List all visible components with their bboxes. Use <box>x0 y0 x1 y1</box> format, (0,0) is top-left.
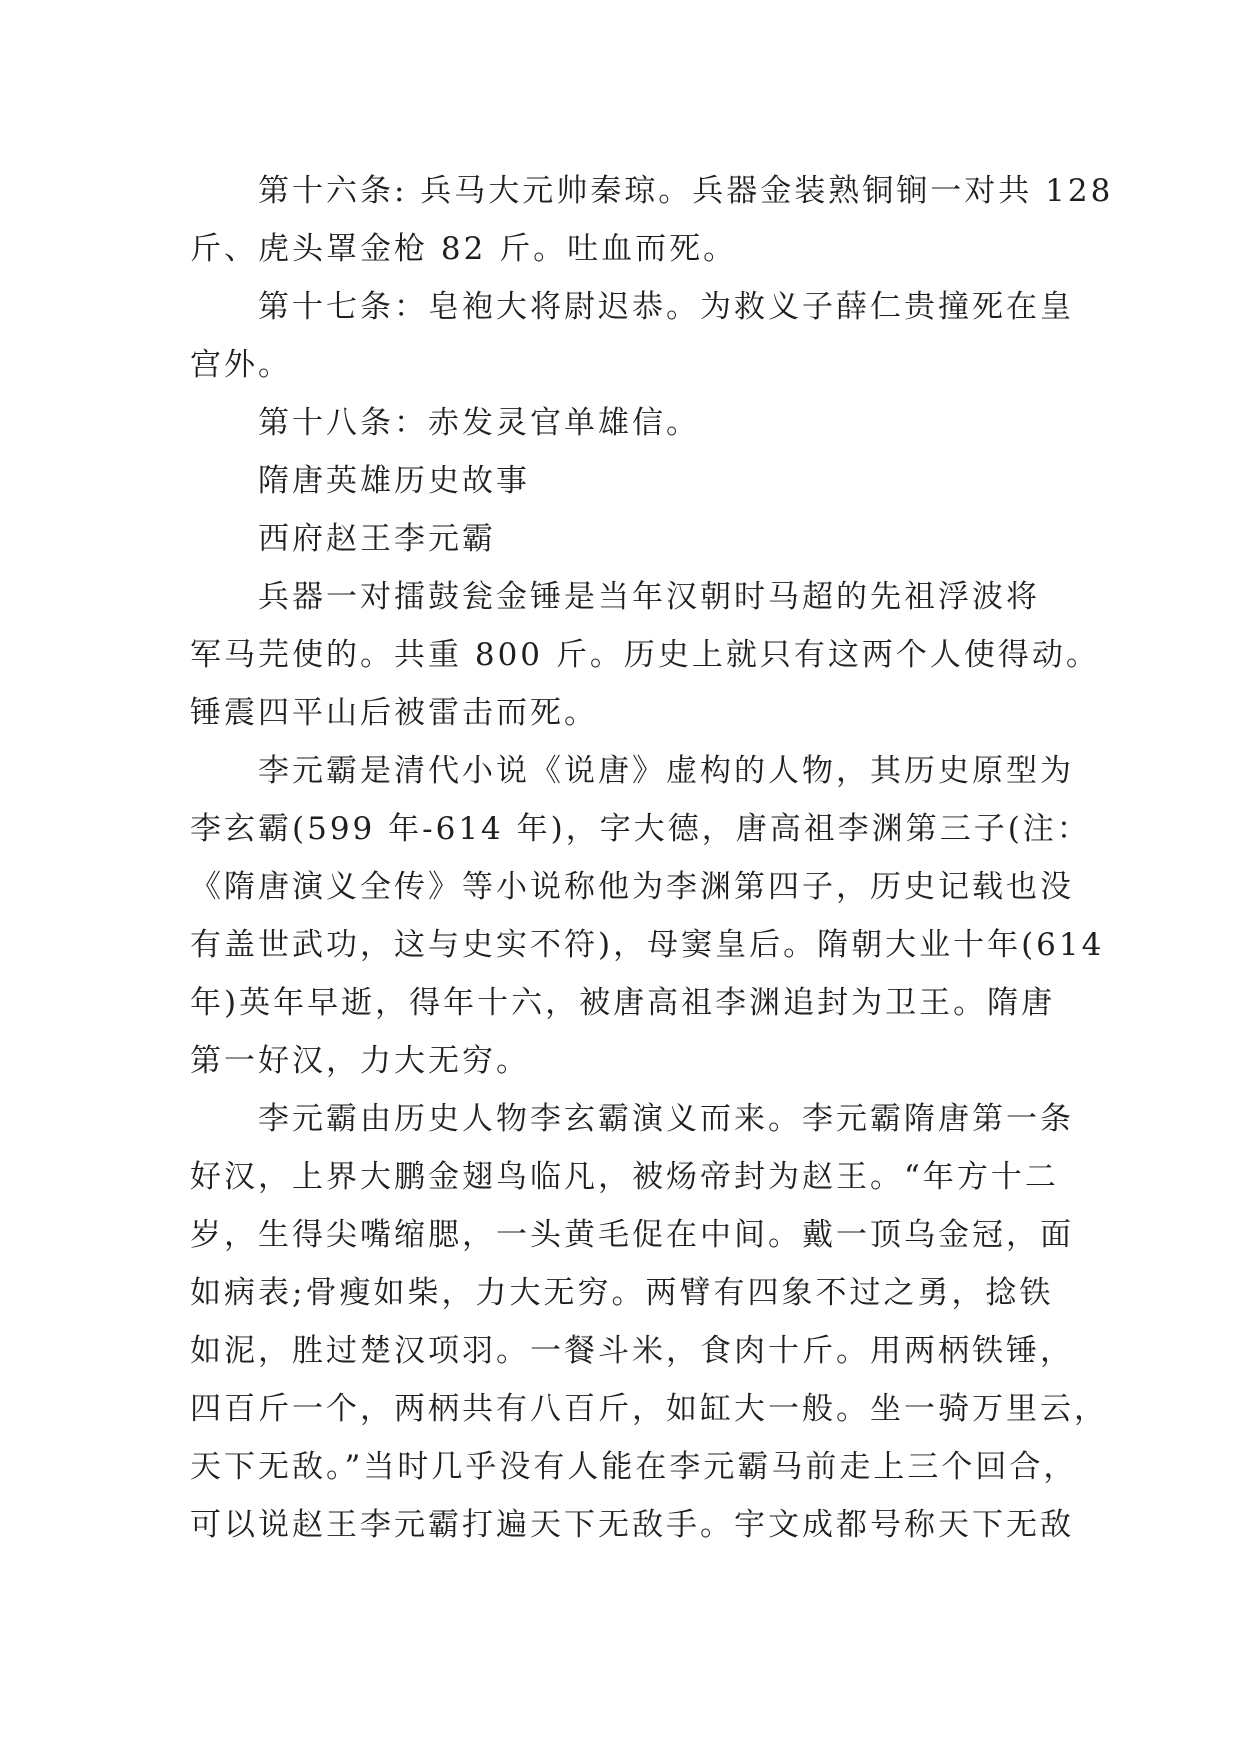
paragraph-line: 军马芫使的。共重 800 斤。历史上就只有这两个人使得动。 <box>190 637 1100 673</box>
paragraph-line: 李元霸是清代小说《说唐》虚构的人物，其历史原型为 <box>258 753 1074 789</box>
paragraph-line: 李玄霸(599 年-614 年)，字大德，唐高祖李渊第三子(注： <box>190 811 1091 847</box>
paragraph-line: 天下无敌。”当时几乎没有人能在李元霸马前走上三个回合， <box>190 1449 1078 1485</box>
paragraph-line: 第十八条：赤发灵官单雄信。 <box>258 405 700 441</box>
paragraph-line: 四百斤一个，两柄共有八百斤，如缸大一般。坐一骑万里云， <box>190 1391 1108 1427</box>
paragraph-line: 第十七条：皂袍大将尉迟恭。为救义子薛仁贵撞死在皇 <box>258 289 1074 325</box>
paragraph-line: 锤震四平山后被雷击而死。 <box>190 695 598 731</box>
paragraph-line: 李元霸由历史人物李玄霸演义而来。李元霸隋唐第一条 <box>258 1101 1074 1137</box>
paragraph-line: 第十六条: 兵马大元帅秦琼。兵器金装熟铜锏一对共 128 <box>258 173 1114 209</box>
paragraph-line: 《隋唐演义全传》等小说称他为李渊第四子，历史记载也没 <box>190 869 1074 905</box>
document-body <box>190 162 1114 1554</box>
paragraph-line: 宫外。 <box>190 347 292 383</box>
section-heading: 隋唐英雄历史故事 <box>258 463 530 499</box>
paragraph-line: 岁，生得尖嘴缩腮，一头黄毛促在中间。戴一顶乌金冠，面 <box>190 1217 1074 1253</box>
section-subheading: 西府赵王李元霸 <box>258 521 496 557</box>
paragraph-line: 斤、虎头罩金枪 82 斤。吐血而死。 <box>190 231 738 267</box>
paragraph-line: 如病表;骨瘦如柴，力大无穷。两臂有四象不过之勇，捻铁 <box>190 1275 1054 1311</box>
paragraph-line: 兵器一对擂鼓瓮金锤是当年汉朝时马超的先祖浮波将 <box>258 579 1040 615</box>
paragraph-line: 有盖世武功，这与史实不符)，母窦皇后。隋朝大业十年(614 <box>190 927 1105 963</box>
paragraph-line: 第一好汉，力大无穷。 <box>190 1043 530 1079</box>
paragraph-line: 年)英年早逝，得年十六，被唐高祖李渊追封为卫王。隋唐 <box>190 985 1056 1021</box>
paragraph-line: 如泥，胜过楚汉项羽。一餐斗米，食肉十斤。用两柄铁锤， <box>190 1333 1074 1369</box>
paragraph-line: 好汉，上界大鹏金翅鸟临凡，被炀帝封为赵王。“年方十二 <box>190 1159 1059 1195</box>
paragraph-line: 可以说赵王李元霸打遍天下无敌手。宇文成都号称天下无敌 <box>190 1507 1074 1543</box>
